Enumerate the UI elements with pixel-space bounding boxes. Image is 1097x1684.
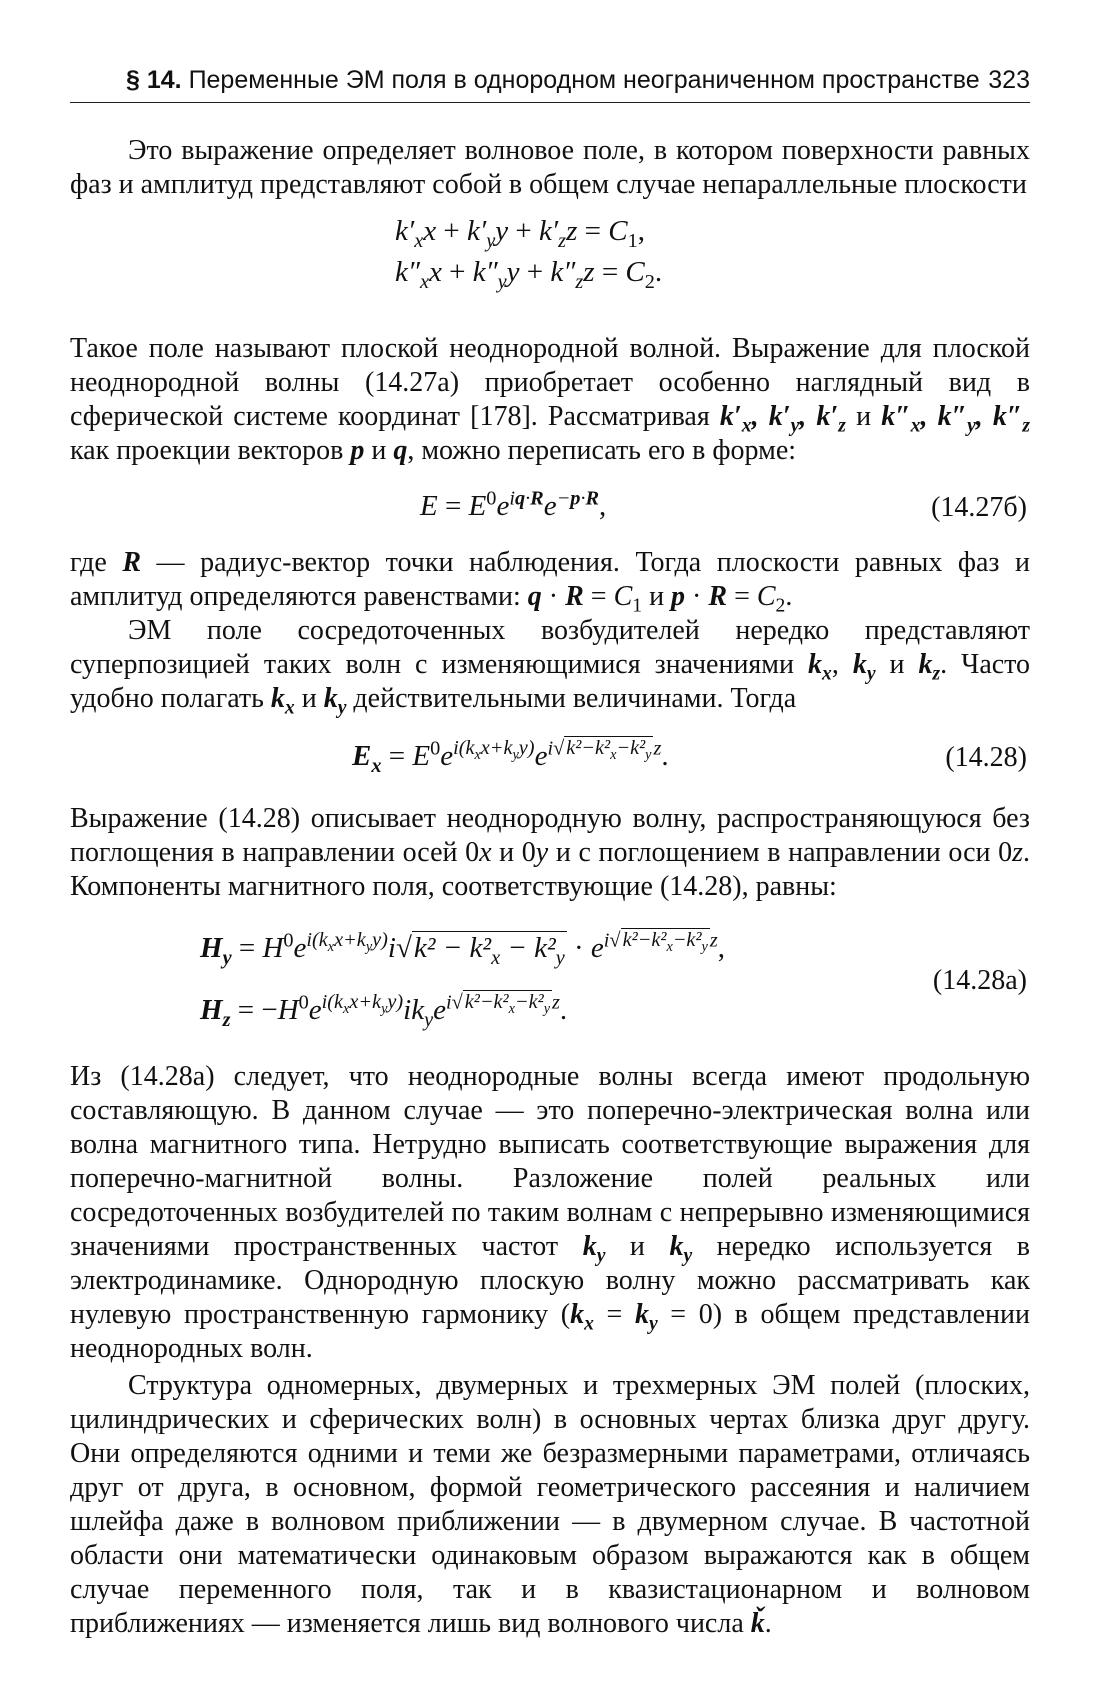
paragraph-4: ЭМ поле сосредоточенных возбудителей нередко представляют суперпозицией таких волн с изменяющимися значениями $k_x$, $k_y$ и $k_z$. Часто удобно полагать $k_x$ и $k_y$ действительными величинами. Тогда: [70, 615, 1031, 719]
paragraph-text: в общем представлении неоднородных волн.: [70, 1299, 1030, 1364]
equation-14-28: $E_x = E^0e^{i(k_xx+k_yy)}e^{i√k^2-k^2_x-k^2_yz}$.: [352, 737, 669, 777]
paragraph-text: и: [301, 683, 317, 714]
paragraph-text: и: [856, 401, 872, 432]
paragraph-7: Структура одномерных, двумерных и трехмерных ЭМ полей (плоских, цилиндрических и сферических волн) в основных чертах близка друг другу. Они определяются одними и теми же безразмерными параметрами, отличаясь друг от друга, в основном, формой геометрического рассеяния и наличием шлейфа даже в волновом приближении — в двумерном случае. В частотной области они математически одинаковым образом выражаются как в общем случае переменного поля, так и в квазистационарном и волновом приближениях — изменяется лишь вид волнового числа ǩ.: [70, 1370, 1030, 1639]
paragraph-text: и: [629, 1231, 645, 1262]
equation-14-27b: $E = E^0e^{iq\cdot R}e^{-p\cdot R}$,: [420, 487, 607, 522]
paragraph-6: Из (14.28а) следует, что неоднородные волны всегда имеют продольную составляющую. В данном случае — это поперечно-электрическая волна или волна магнитного типа. Нетрудно выписать соответствующие выражения для поперечно-магнитной волны. Разложение полей реальных или сосредоточенных возбудителей по таким волнам с непрерывно изменяющимися значениями пространственных частот $k_y$ и $k_y$ нередко используется в электродинамике. Однородную плоскую волну можно рассматривать как нулевую пространственную гармонику $(k_x = k_y = 0)$ в общем представлении неоднородных волн.: [70, 1061, 1031, 1364]
paragraph-text: .: [764, 1608, 772, 1639]
paragraph-text: и: [649, 581, 665, 612]
paragraph-5: Выражение (14.28) описывает неоднородную волну, распространяющуюся без поглощения в направлении осей 0x и 0y и с поглощением в направлении оси 0z. Компоненты магнитного поля, соответствующие (14.28), равны:: [70, 803, 1031, 902]
equation-number: (14.28): [945, 742, 1027, 773]
running-header: [70, 62, 1030, 103]
section-number: § 14.: [126, 66, 182, 94]
paragraph-3: где R — радиус-вектор точки наблюдения. Тогда плоскости равных фаз и амплитуд определяются равенствами: $q \cdot R = C_1$ и $p \cdot R = C_2$.: [70, 547, 1031, 617]
paragraph-text: Из (14.28а) следует, что неоднородные волны всегда имеют продольную составляющую. В данном случае — это поперечно-электрическая волна или волна магнитного типа. Нетрудно выписать соответствующие выражения для поперечно-магнитной волны. Разложение полей реальных или сосредоточенных возбудителей по таким волнам с непрерывно изменяющимися значениями пространственных частот: [70, 1061, 1030, 1262]
equation-14-28a-hz: $H_z = -H^0e^{i(k_xx+k_yy)}ik_ye^{i√k^2-k^2_x-k^2_yz}$.: [200, 991, 568, 1031]
header-title: [126, 66, 980, 95]
paragraph-text: — радиус-вектор точки наблюдения. Тогда плоскости равных фаз и амплитуд определяются равенствами:: [70, 547, 1031, 612]
paragraph-text: действительными величинами. Тогда: [353, 683, 797, 714]
paragraph-2: Такое поле называют плоской неоднородной волной. Выражение для плоской неоднородной волны (14.27а) приобретает особенно наглядный вид в сферической системе координат [178]. Рассматривая $k'_x$, $k'_y$, $k'_z$ и $k''_x$, $k''_y$, $k''_z$ как проекции векторов p и q, можно переписать его в форме:: [70, 333, 1031, 466]
paragraph-text: Структура одномерных, двумерных и трехмерных ЭМ полей (плоских, цилиндрических и сферических волн) в основных чертах близка друг другу. Они определяются одними и теми же безразмерными параметрами, отличаясь друг от друга, в основном, формой геометрического рассеяния и наличием шлейфа даже в волновом приближении — в двумерном случае. В частотной области они математически одинаковым образом выражаются как в общем случае переменного поля, так и в квазистационарном и волновом приближениях — изменяется лишь вид волнового числа: [70, 1370, 1030, 1639]
paragraph-text: нередко используется в электродинамике. Однородную плоскую волну можно рассматривать как нулевую пространственную гармонику: [70, 1231, 1031, 1330]
paragraph-text: , можно переписать его в форме:: [407, 435, 797, 466]
paragraph-text: где: [70, 547, 107, 578]
page-number: 323: [988, 66, 1030, 94]
paragraph-text: . Компоненты магнитного поля, соответствующие (14.28), равны:: [70, 837, 1031, 902]
paragraph-text: ЭМ поле сосредоточенных возбудителей нередко представляют суперпозицией таких волн с изменяющимися значениями: [70, 615, 1030, 680]
paragraph-1: [70, 134, 1030, 202]
paragraph-text: Это выражение определяет волновое поле, в котором поверхности равных фаз и амплитуд представляют собой в общем случае непараллельные плоскости: [70, 135, 1030, 200]
paragraph-text: . Часто удобно полагать: [70, 649, 1031, 714]
plane-equation-1: $k'_xx + k'_yy + k'_zz = C_1$,: [395, 215, 645, 252]
paragraph-text: Такое поле называют плоской неоднородной волной. Выражение для плоской неоднородной волны (14.27а) приобретает особенно наглядный вид в сферической системе координат [178]. Рассматривая: [70, 333, 1030, 432]
paragraph-text: Выражение (14.28) описывает неоднородную волну, распространяющуюся без поглощения в направлении осей: [70, 803, 1030, 868]
equation-number: (14.28а): [932, 965, 1027, 996]
paragraph-text: и с поглощением в направлении оси: [555, 837, 991, 868]
paragraph-text: и: [499, 837, 515, 868]
paragraph-text: и: [889, 649, 905, 680]
plane-equation-2: $k''_xx + k''_yy + k''_zz = C_2$.: [395, 256, 663, 293]
equation-14-28a-hy: $H_y = H^0e^{i(k_xx+k_yy)}i√k^2 - k^2_x - k^2_y \cdot e^{i√k^2-k^2_x-k^2_yz}$,: [200, 929, 725, 969]
paragraph-text: как проекции векторов: [70, 435, 344, 466]
equation-number: (14.27б): [931, 492, 1027, 523]
section-title: Переменные ЭМ поля в однородном неограниченном пространстве: [188, 66, 980, 94]
paragraph-text: и: [371, 435, 387, 466]
